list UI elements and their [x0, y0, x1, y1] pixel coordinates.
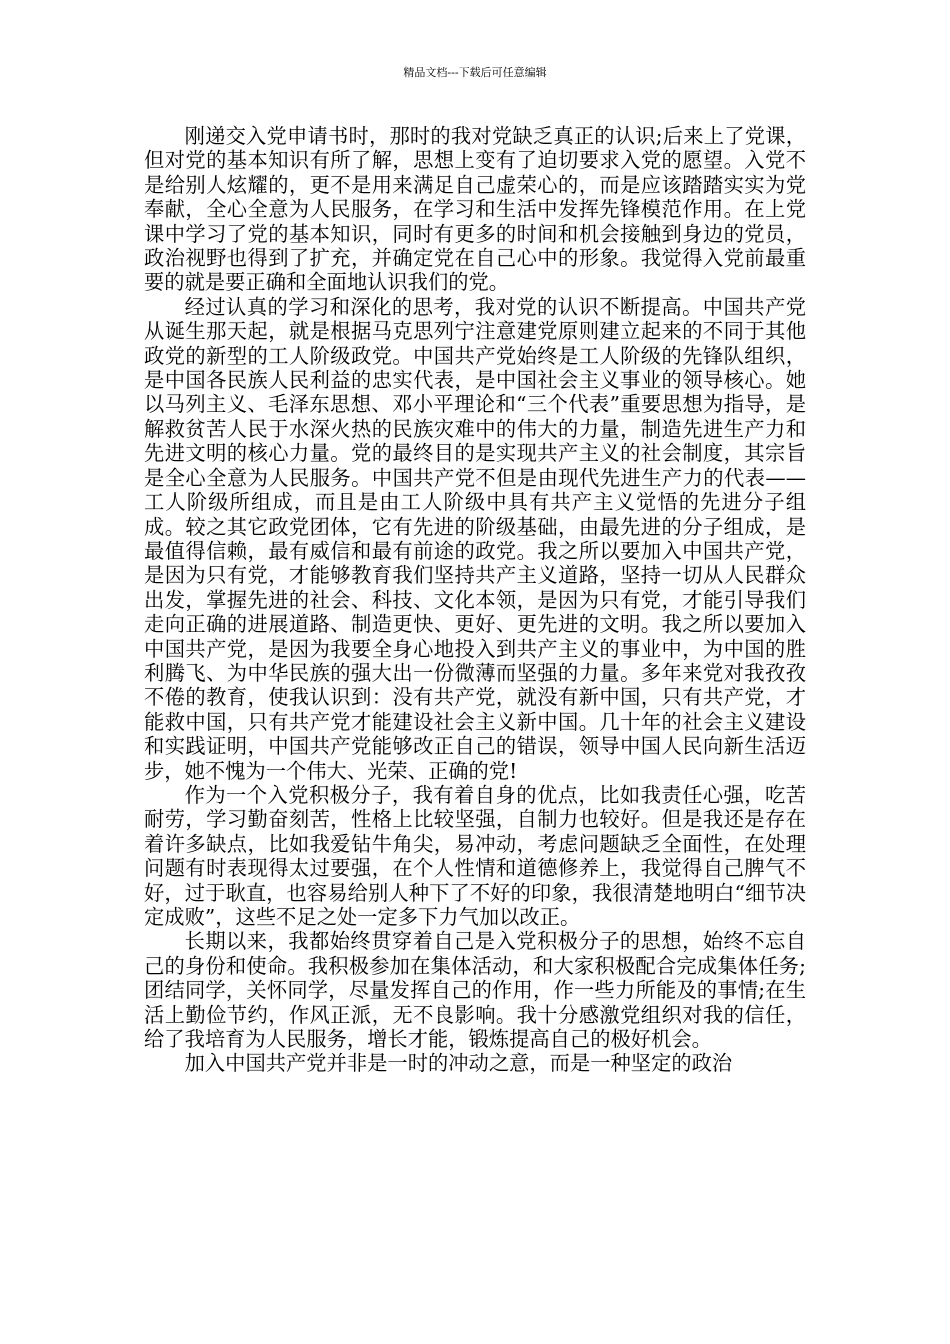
paragraph-5: 加入中国共产党并非是一时的冲动之意，而是一种坚定的政治	[184, 1051, 733, 1076]
paragraph-3: 作为一个入党积极分子，我有着自身的优点，比如我责任心强，吃苦耐劳，学习勤奋刻苦，性格上比较坚强，自制力也较好。但是我还是存在着许多缺点，比如我爱钻牛角尖，易冲动，考虑问题缺乏全面性，在处理问题有时表现得太过要强，在个人性情和道德修养上，我觉得自己脾气不好，过于耿直，也容易给别人种下了不好的印象，我很清楚地明白“细节决定成败”，这些不足之处一定多下力气加以改正。	[144, 782, 806, 929]
paragraph-1: 刚递交入党申请书时，那时的我对党缺乏真正的认识;后来上了党课，但对党的基本知识有所了解，思想上变有了迫切要求入党的愿望。入党不是给别人炫耀的，更不是用来满足自己虚荣心的，而是应该踏踏实实为党奉献，全心全意为人民服务，在学习和生活中发挥先锋模范作用。在上党课中学习了党的基本知识，同时有更多的时间和机会接触到身边的党员，政治视野也得到了扩充，并确定党在自己心中的形象。我觉得入党前最重要的就是要正确和全面地认识我们的党。	[144, 124, 806, 295]
paragraph-2: 经过认真的学习和深化的思考，我对党的认识不断提高。中国共产党从诞生那天起，就是根据马克思列宁注意建党原则建立起来的不同于其他政党的新型的工人阶级政党。中国共产党始终是工人阶级的先锋队组织，是中国各民族人民利益的忠实代表，是中国社会主义事业的领导核心。她以马列主义、毛泽东思想、邓小平理论和“三个代表”重要思想为指导，是解救贫苦人民于水深火热的民族灾难中的伟大的力量，制造先进生产力和先进文明的核心力量。党的最终目的是实现共产主义的社会制度，其宗旨是全心全意为人民服务。中国共产党不但是由现代先进生产力的代表——工人阶级所组成，而且是由工人阶级中具有共产主义觉悟的先进分子组成。较之其它政党团体，它有先进的阶级基础，由最先进的分子组成，是最值得信赖，最有威信和最有前途的政党。我之所以要加入中国共产党，是因为只有党，才能够教育我们坚持共产主义道路，坚持一切从人民群众出发，掌握先进的社会、科技、文化本领，是因为只有党，才能引导我们走向正确的进展道路、制造更快、更好、更先进的文明。我之所以要加入中国共产党，是因为我要全身心地投入到共产主义的事业中，为中国的胜利腾飞、为中华民族的强大出一份微薄而坚强的力量。多年来党对我孜孜不倦的教育，使我认识到：没有共产党，就没有新中国，只有共产党，才能救中国，只有共产党才能建设社会主义新中国。几十年的社会主义建设和实践证明，中国共产党能够改正自己的错误，领导中国人民向新生活迈步，她不愧为一个伟大、光荣、正确的党!	[144, 294, 806, 783]
page-header: 精品文档---下载后可任意编辑	[403, 66, 547, 79]
paragraph-4: 长期以来，我都始终贯穿着自己是入党积极分子的思想，始终不忘自己的身份和使命。我积极参加在集体活动，和大家积极配合完成集体任务;团结同学，关怀同学，尽量发挥自己的作用，作一些力所能及的事情;在生活上勤俭节约，作风正派，无不良影响。我十分感激党组织对我的信任，给了我培育为人民服务，增长才能，锻炼提高自己的极好机会。	[144, 929, 806, 1052]
document-body	[144, 124, 806, 1076]
